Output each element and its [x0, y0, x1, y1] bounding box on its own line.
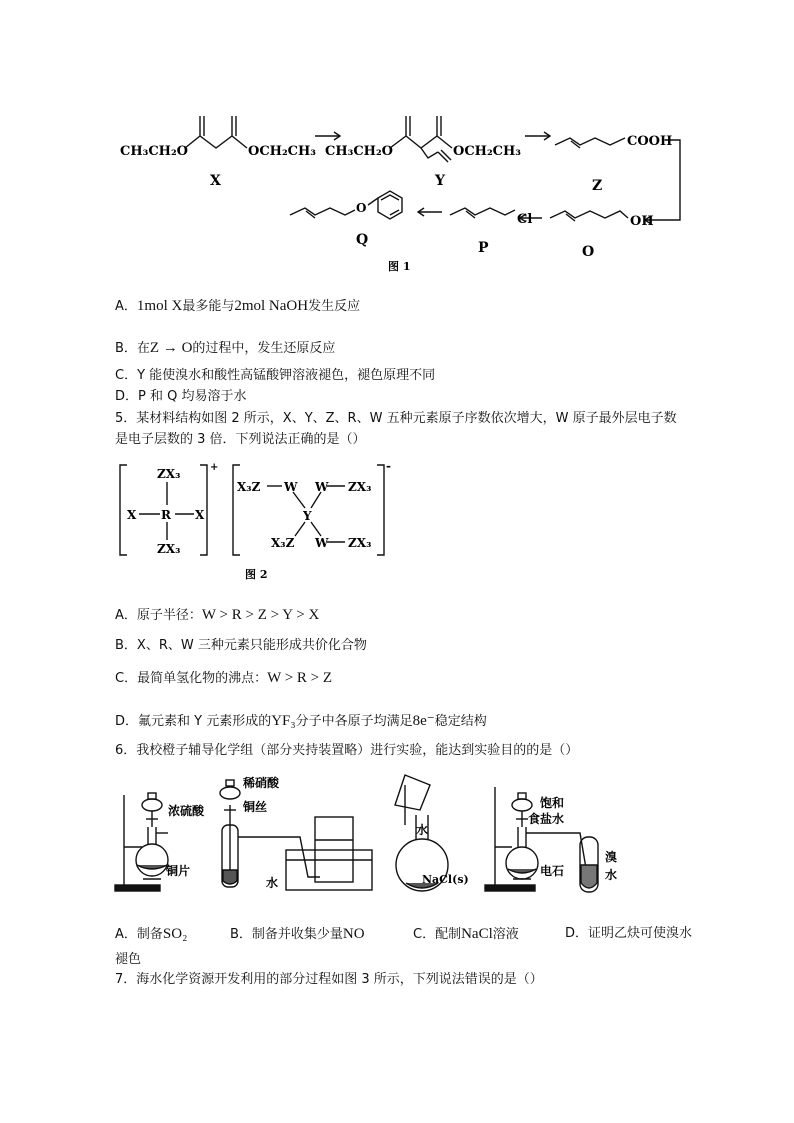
anion-br-zx3: ZX₃: [348, 536, 372, 550]
x-right-group: OCH₂CH₃: [248, 144, 316, 159]
figure-2-structure: [115, 460, 395, 585]
q5-stem-line2: 是电子层数的 3 倍．下列说法正确的是（）: [115, 432, 366, 447]
x-left-group: CH₃CH₂O: [120, 144, 188, 159]
q4-b-prefix: B．在: [115, 341, 150, 356]
q6-option-d-line1: D．证明乙炔可使溴水: [565, 926, 693, 941]
q6-c-math: NaCl: [461, 926, 493, 942]
anion-w1: W: [284, 480, 298, 494]
label-conc-h2so4: 浓硫酸: [168, 804, 205, 818]
q5-option-a: [115, 606, 319, 625]
label-calcium-carbide: 电石: [540, 864, 565, 878]
q6-option-c: [413, 925, 519, 944]
q4-b-end: 的过程中，发生还原反应: [192, 341, 336, 356]
q6-a-math: SO₂: [162, 926, 188, 942]
z-cooh-group: COOH: [627, 134, 673, 149]
q5-d-math2: 8e⁻: [412, 713, 435, 729]
q5-option-b: B．X、R、W 三种元素只能形成共价化合物: [115, 638, 367, 653]
label-water-trough: 水: [266, 876, 279, 890]
q5-d-mid: 分子中各原子均满足: [295, 714, 413, 729]
q4-option-a: [115, 297, 360, 316]
q5-stem-line1: 5．某材料结构如图 2 所示，X、Y、Z、R、W 五种元素原子序数依次增大，W 原子最外层电子数: [115, 411, 677, 426]
y-label: Y: [435, 173, 445, 189]
q4-a-math2: 2mol NaOH: [234, 298, 309, 314]
q4-option-c: C．Y 能使溴水和酸性高锰酸钾溶液褪色，褪色原理不同: [115, 368, 436, 383]
q5-a-prefix: A．原子半径：: [115, 608, 202, 623]
q6-option-a: [115, 925, 187, 944]
label-cu-sheet: 铜片: [166, 864, 191, 878]
cation-left-x: X: [127, 508, 137, 522]
o-oh-group: OH: [630, 214, 654, 229]
q6-stem: 6．我校橙子辅导化学组（部分夹持装置略）进行实验，能达到实验目的的是（）: [115, 743, 579, 758]
cation-top-zx3: ZX₃: [157, 467, 181, 481]
q4-b-math: Z → O: [149, 340, 193, 356]
q5-option-d: [115, 712, 487, 731]
x-label: X: [210, 173, 221, 189]
label-nacl-solid: NaCl(s): [422, 873, 469, 886]
figure-1-caption: 图 1: [388, 260, 411, 273]
q4-a-prefix: A．: [115, 299, 137, 314]
figure-2-caption: 图 2: [245, 568, 268, 581]
label-cu-wire: 铜丝: [243, 800, 268, 814]
label-saturated: 饱和: [540, 796, 565, 810]
anion-w3: W: [315, 536, 329, 550]
z-label: Z: [592, 178, 603, 194]
q-label: Q: [356, 232, 369, 248]
anion-bl-x3z: X₃Z: [271, 536, 295, 550]
q6-c-prefix: C．配制: [413, 927, 462, 942]
cation-right-x: X: [195, 508, 205, 522]
o-label: O: [582, 244, 595, 260]
q7-stem: 7．海水化学资源开发利用的部分过程如图 3 所示，下列说法错误的是（）: [115, 972, 543, 987]
anion-tr-zx3: ZX₃: [348, 480, 372, 494]
anion-w2: W: [315, 480, 329, 494]
label-water-flask: 水: [416, 823, 429, 837]
q5-c-prefix: C．最简单氢化物的沸点：: [115, 671, 268, 686]
label-salt-water: 食盐水: [528, 812, 565, 826]
anion-charge: -: [386, 460, 391, 473]
q4-a-mid: 最多能与: [182, 299, 235, 314]
q6-c-end: 溶液: [492, 927, 519, 942]
label-bromine: 溴: [605, 850, 618, 864]
y-left-group: CH₃CH₂O: [325, 144, 393, 159]
cation-center-r: R: [161, 508, 171, 522]
anion-center-y: Y: [303, 509, 312, 523]
q5-option-c: [115, 669, 332, 688]
q4-a-math1: 1mol X: [136, 298, 183, 314]
q6-b-math: NO: [342, 926, 365, 942]
y-right-group: OCH₂CH₃: [453, 144, 521, 159]
cation-bottom-zx3: ZX₃: [157, 542, 181, 556]
figure-q6-apparatus: [110, 765, 650, 895]
q4-option-d: D．P 和 Q 均易溶于水: [115, 389, 247, 404]
q6-option-b: [230, 925, 365, 944]
q4-option-b: [115, 339, 335, 358]
q6-b-prefix: B．制备并收集少量: [230, 927, 343, 942]
figure-1-synthesis-route: [110, 100, 690, 280]
q5-d-math: YF₃: [271, 713, 296, 729]
p-label: P: [478, 240, 489, 256]
q6-a-prefix: A．制备: [115, 927, 163, 942]
label-dil-hno3: 稀硝酸: [243, 776, 280, 790]
p-cl-group: Cl: [517, 212, 533, 227]
q5-d-prefix: D．氟元素和 Y 元素形成的: [115, 714, 272, 729]
q4-a-end: 发生反应: [308, 299, 361, 314]
q5-a-math: W > R > Z > Y > X: [201, 607, 320, 623]
q-ether-oxygen: O: [356, 201, 367, 215]
label-bromine-water: 水: [605, 868, 618, 882]
q6-option-d-line2: 褪色: [115, 952, 142, 967]
q5-d-end: 稳定结构: [434, 714, 487, 729]
q5-c-math: W > R > Z: [267, 670, 333, 686]
cation-charge: +: [210, 462, 219, 473]
anion-tl-x3z: X₃Z: [237, 480, 261, 494]
